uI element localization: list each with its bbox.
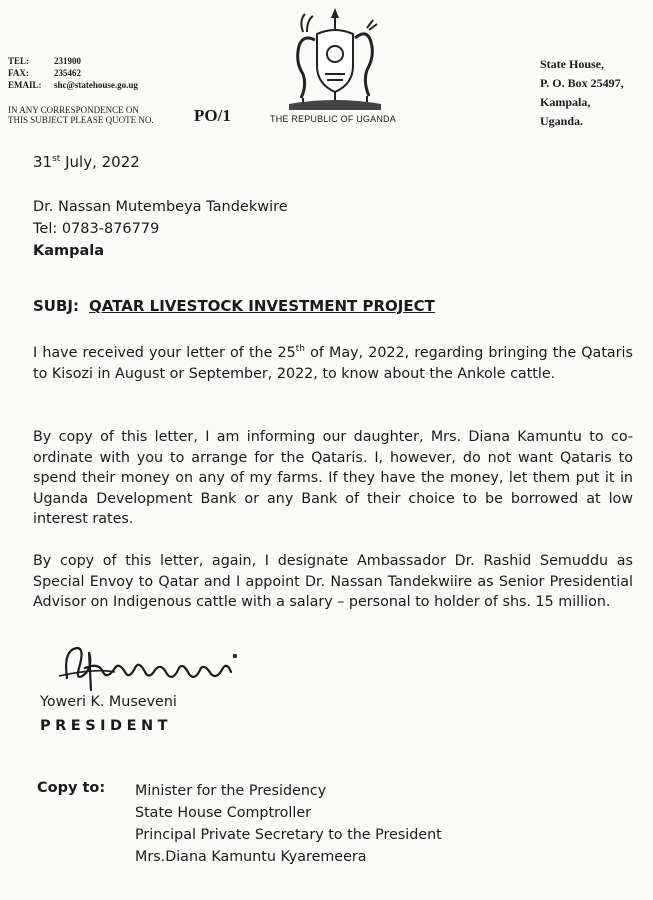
subject-label: SUBJ: (33, 297, 79, 315)
contact-value: 231900 (54, 56, 81, 66)
sender-address (540, 55, 624, 131)
date-day: 31 (33, 153, 53, 171)
recipient-tel: Tel: 0783-876779 (33, 221, 160, 237)
contact-label: TEL: (8, 56, 30, 66)
ordinal-suffix: th (295, 344, 305, 355)
reference-block (8, 105, 231, 125)
crest-caption: THE REPUBLIC OF UGANDA (270, 114, 396, 124)
contact-label: FAX: (8, 68, 29, 78)
quote-line: IN ANY CORRESPONDENCE ON (8, 105, 139, 115)
quote-line: THIS SUBJECT PLEASE QUOTE NO. (8, 115, 154, 125)
signer-name: Yoweri K. Museveni (40, 694, 177, 710)
address-line: State House, (540, 57, 604, 71)
date-month-year: July, 2022 (65, 153, 140, 171)
recipient-name: Dr. Nassan Mutembeya Tandekwire (33, 199, 288, 215)
copy-recipient: Principal Private Secretary to the President (135, 827, 442, 843)
paragraph-2: By copy of this letter, I am informing our daughter, Mrs. Diana Kamuntu to co-ordinate with you to arrange for the Qataris. I, however, do not want Qataris to spend their money on any of my farms. If they have the money, let them put it in Uganda Development Bank or any Bank of their choice to be borrowed at low interest rates. (33, 429, 633, 527)
copy-to-list (135, 780, 442, 868)
contact-value: 235462 (54, 68, 81, 78)
handwritten-signature-icon (55, 638, 275, 698)
contact-tel (8, 55, 138, 67)
paragraph-3: By copy of this letter, again, I designate Ambassador Dr. Rashid Semuddu as Special Envoy to Qatar and I appoint Dr. Nassan Tandekwiire as Senior Presidential Advisor on Indigenous cattle with a salary – personal to holder of shs. 15 million. (33, 553, 633, 610)
address-line: Uganda. (540, 114, 584, 128)
paragraph-text: of May, 2022, regarding bringing the Qataris to Kisozi in August or September, 2022, to know about the Ankole cattle. (33, 345, 633, 382)
copy-recipient: State House Comptroller (135, 805, 312, 821)
subject-title: QATAR LIVESTOCK INVESTMENT PROJECT (89, 297, 435, 315)
contact-fax (8, 67, 138, 79)
recipient-block (33, 196, 288, 262)
contact-block (8, 55, 138, 91)
date-suffix: st (52, 154, 61, 164)
letter-date (33, 153, 140, 171)
recipient-city: Kampala (33, 243, 105, 259)
address-line: Kampala, (540, 95, 591, 109)
copy-recipient: Mrs.Diana Kamuntu Kyaremeera (135, 849, 367, 865)
copy-to-label: Copy to: (37, 780, 106, 796)
coat-of-arms-icon (275, 8, 395, 112)
copy-recipient: Minister for the Presidency (135, 783, 327, 799)
reference-number: PO/1 (194, 106, 231, 125)
contact-email (8, 79, 138, 91)
contact-value: shc@statehouse.go.ug (54, 80, 138, 90)
signer-title: PRESIDENT (40, 718, 173, 734)
address-line: P. O. Box 25497, (540, 76, 624, 90)
subject-line (33, 297, 435, 315)
paragraph-1 (33, 343, 633, 384)
paragraph-text: I have received your letter of the 25 (33, 345, 296, 361)
contact-label: EMAIL: (8, 80, 42, 90)
